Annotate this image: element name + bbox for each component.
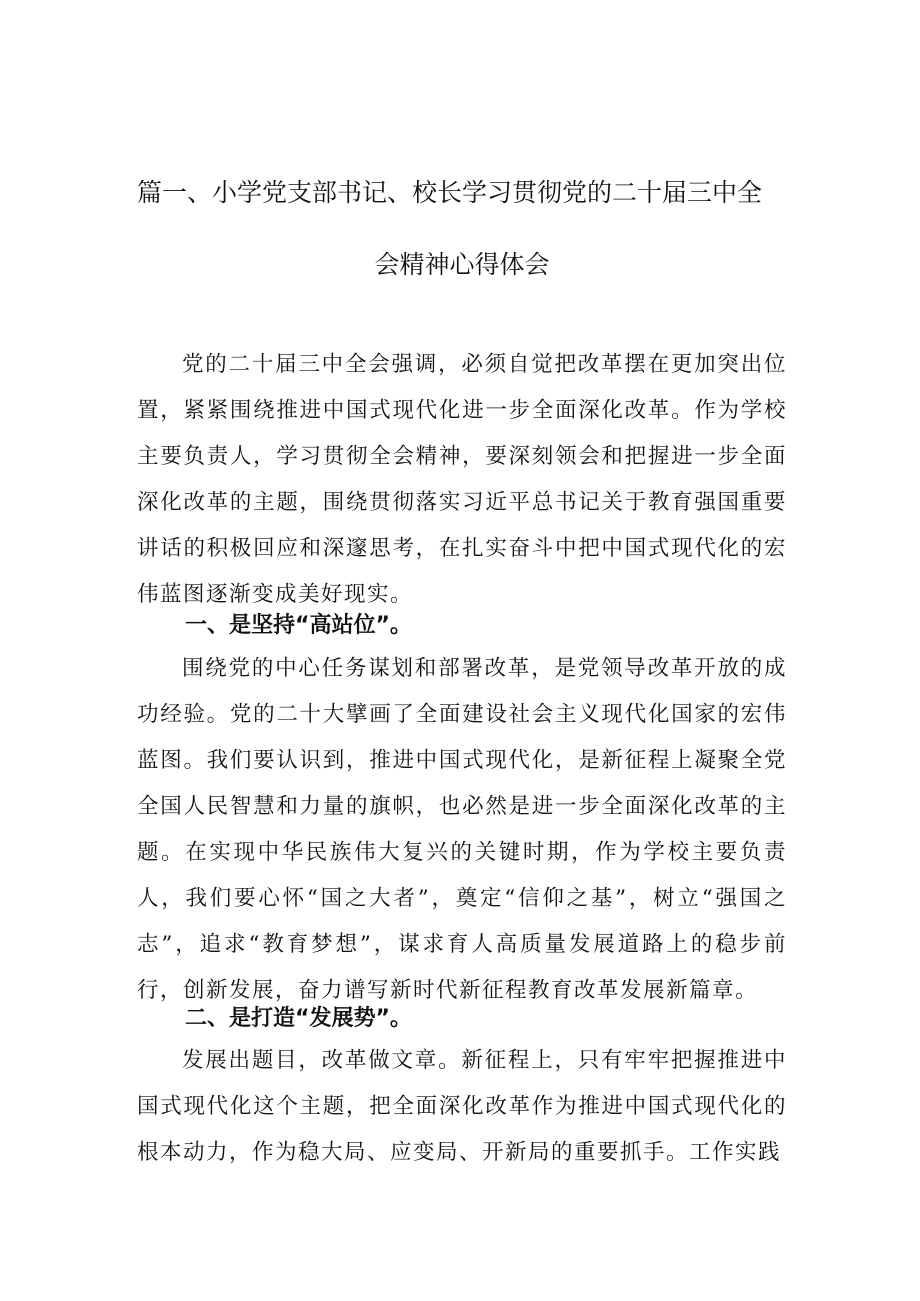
section-heading-1: 一、是坚持“高站位”。 bbox=[185, 613, 412, 638]
section-heading-2: 二、是打造“发展势”。 bbox=[185, 1006, 412, 1031]
paragraph-section-2: 发展出题目，改革做文章。新征程上，只有牢牢把握推进中国式现代化这个主题，把全面深化改革作为推进中国式现代化的根本动力，作为稳大局、应变局、开新局的重要抓手。工作实践 bbox=[137, 1048, 787, 1165]
document-title-line-2 bbox=[0, 250, 920, 280]
document-title-line-1: 篇一、小学党支部书记、校长学习贯彻党的二十届三中全 bbox=[137, 178, 763, 207]
document-title-line-2-text: 会精神心得体会 bbox=[374, 250, 550, 279]
paragraph-intro: 党的二十届三中全会强调，必须自觉把改革摆在更加突出位置，紧紧围绕推进中国式现代化进一步全面深化改革。作为学校主要负责人，学习贯彻全会精神，要深刻领会和把握进一步全面深化改革的主题，围绕贯彻落实习近平总书记关于教育强国重要讲话的积极回应和深邃思考，在扎实奋斗中把中国式现代化的宏伟蓝图逐渐变成美好现实。 bbox=[137, 352, 787, 607]
paragraph-section-1: 围绕党的中心任务谋划和部署改革，是党领导改革开放的成功经验。党的二十大擘画了全面建设社会主义现代化国家的宏伟蓝图。我们要认识到，推进中国式现代化，是新征程上凝聚全党全国人民智慧和力量的旗帜，也必然是进一步全面深化改革的主题。在实现中华民族伟大复兴的关键时期，作为学校主要负责人，我们要心怀“国之大者”，奠定“信仰之基”，树立“强国之志”，追求“教育梦想”，谋求育人高质量发展道路上的稳步前行，创新发展，奋力谱写新时代新征程教育改革发展新篇章。 bbox=[137, 656, 787, 1003]
